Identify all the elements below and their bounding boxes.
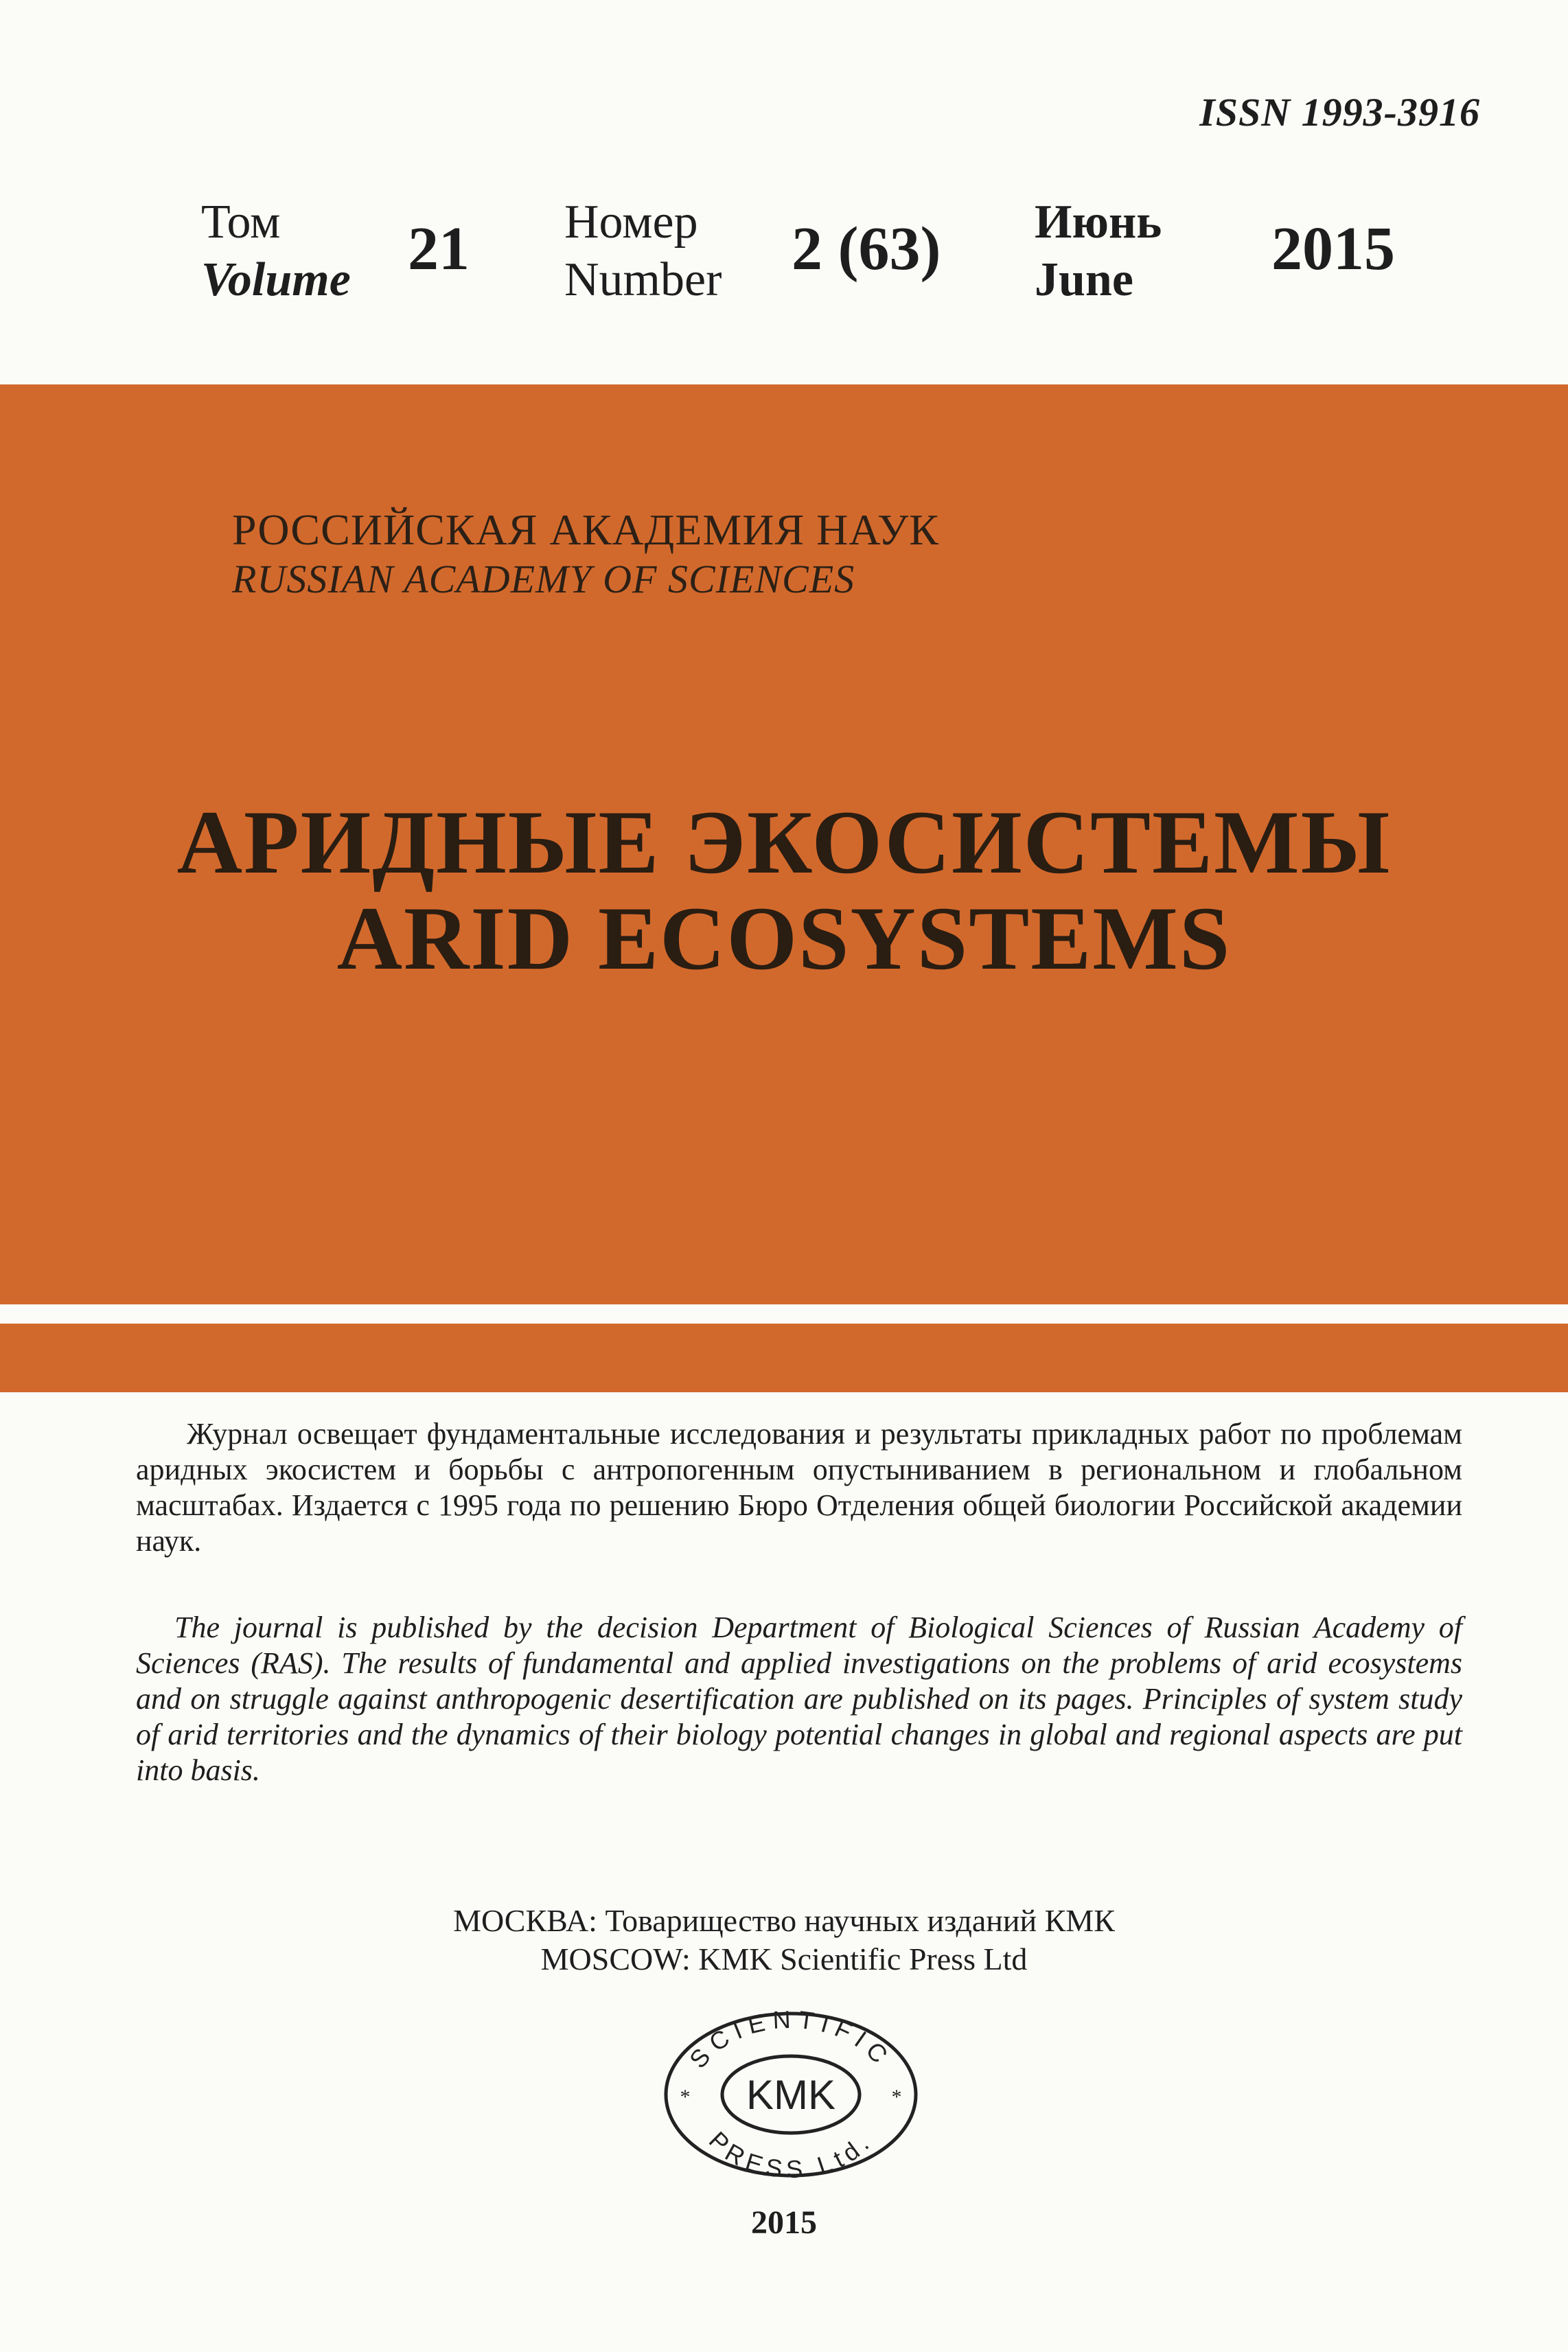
publisher-en: MOSCOW: KMK Scientific Press Ltd bbox=[540, 1941, 1028, 1976]
volume-label bbox=[201, 194, 351, 309]
publisher-ru: МОСКВА: Товарищество научных изданий КМК bbox=[453, 1903, 1115, 1938]
month-label-ru: Июнь bbox=[1035, 196, 1162, 249]
logo-star-right-icon: * bbox=[891, 2086, 902, 2108]
year-value: 2015 bbox=[1271, 215, 1395, 283]
month-label bbox=[1035, 194, 1162, 309]
cover-stripe bbox=[0, 1324, 1568, 1392]
kmk-logo bbox=[660, 2009, 921, 2180]
logo-bottom-text: PRESS Ltd. bbox=[703, 2125, 878, 2180]
logo-top-text: SCIENTIFIC bbox=[683, 2009, 898, 2074]
number-value: 2 (63) bbox=[792, 215, 941, 283]
logo-center-text: KMK bbox=[746, 2072, 836, 2118]
volume-label-en: Volume bbox=[201, 253, 351, 306]
volume-label-ru: Том bbox=[201, 196, 281, 249]
issn-number: ISSN 1993-3916 bbox=[1199, 90, 1480, 135]
logo-star-left-icon: * bbox=[680, 2086, 691, 2108]
description-en: The journal is published by the decision Department of Biological Sciences of Russian Academy of Sciences (RAS). The results of fundamental and applied investigations on the problems of arid ecosystems and on struggle against anthropogenic desertification are published on its pages. Principles of system study of arid territories and the dynamics of their biology potential changes in global and regional aspects are put into basis. bbox=[136, 1611, 1462, 1787]
footer-year: 2015 bbox=[751, 2204, 817, 2241]
description-ru: Журнал освещает фундаментальные исследования и результаты прикладных работ по проблемам аридных экосистем и борьбы с антропогенным опустыниванием в региональном и глобальном масштабах. Издается с 1995 года по решению Бюро Отделения общей биологии Российской академии наук. bbox=[136, 1417, 1462, 1558]
academy-name-ru: РОССИЙСКАЯ АКАДЕМИЯ НАУК bbox=[232, 505, 939, 554]
journal-title-en: ARID ECOSYSTEMS bbox=[336, 888, 1232, 989]
journal-title-ru: АРИДНЫЕ ЭКОСИСТЕМЫ bbox=[176, 792, 1392, 892]
number-label-ru: Номер bbox=[564, 196, 698, 249]
number-label bbox=[564, 194, 722, 309]
volume-value: 21 bbox=[408, 215, 470, 283]
number-label-en: Number bbox=[564, 253, 722, 306]
academy-name-en: RUSSIAN ACADEMY OF SCIENCES bbox=[232, 557, 855, 601]
month-label-en: June bbox=[1035, 253, 1133, 306]
